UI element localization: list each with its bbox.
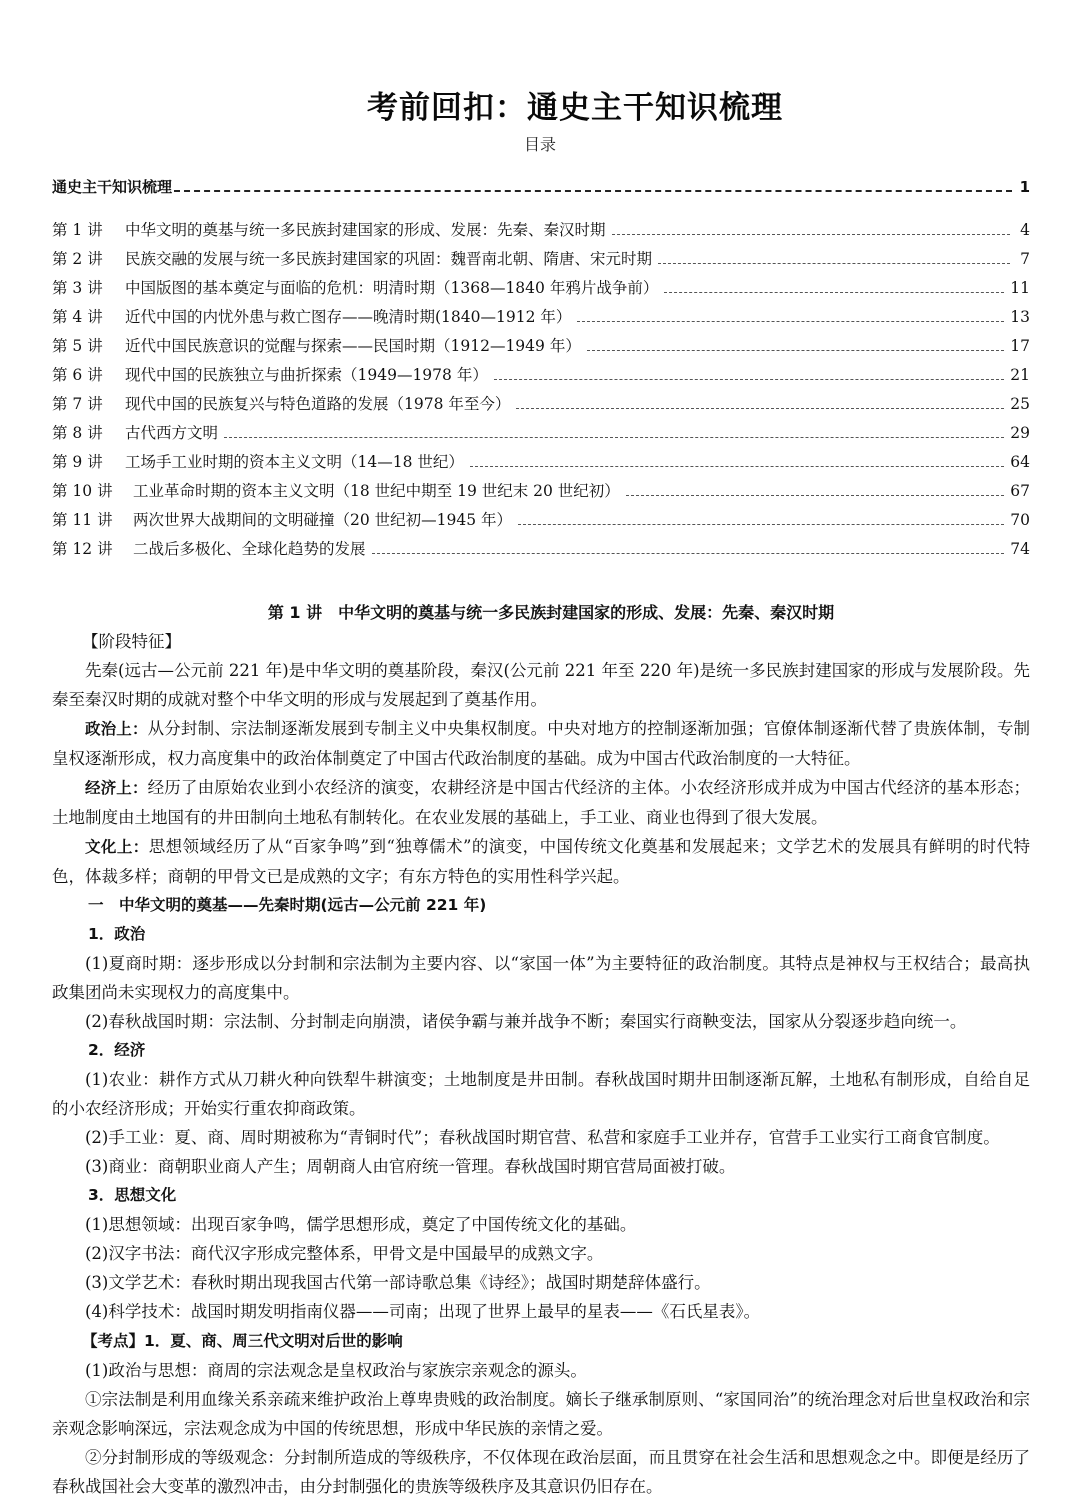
toc-leader <box>587 349 1004 351</box>
toc-entry[interactable] <box>52 537 1030 566</box>
toc-entry-title: 中华文明的奠基与统一多民族封建国家的形成、发展：先秦、秦汉时期 <box>125 221 606 239</box>
toc-leader <box>664 291 1004 293</box>
toc-page-number: 4 <box>1020 221 1030 239</box>
list-item: (2)汉字书法：商代汉字形成完整体系，甲骨文是中国最早的成熟文字。 <box>85 1244 604 1263</box>
toc-leader <box>658 262 1010 264</box>
toc-entry[interactable] <box>52 421 1030 450</box>
toc-leader <box>612 233 1010 235</box>
toc-page-number: 70 <box>1010 511 1030 529</box>
toc-entry-title: 二战后多极化、全球化趋势的发展 <box>133 540 366 558</box>
document-title: 考前回扣：通史主干知识梳理 <box>367 90 783 126</box>
table-of-contents <box>52 176 1030 566</box>
toc-leader <box>224 436 1004 438</box>
toc-entry[interactable] <box>52 334 1030 363</box>
toc-lecture-number: 第 10 讲 <box>52 482 113 500</box>
culture-text: 思想领域经历了从“百家争鸣”到“独尊儒术”的演变，中国传统文化奠基和发展起来；文学艺术的发展具有鲜明的时代特色，体裁多样；商朝的甲骨文已是成熟的文字；有东方特色的实用性科学兴起。 <box>52 837 1030 886</box>
toc-entry-title: 现代中国的民族独立与曲折探索（1949—1978 年） <box>125 366 488 384</box>
toc-lecture-number: 第 9 讲 <box>52 453 103 471</box>
toc-lecture-number: 第 8 讲 <box>52 424 103 442</box>
list-item: (4)科学技术：战国时期发明指南仪器——司南；出现了世界上最早的星表——《石氏星表》。 <box>85 1302 761 1321</box>
chapter-title: 第 1 讲 中华文明的奠基与统一多民族封建国家的形成、发展：先秦、秦汉时期 <box>267 603 835 622</box>
culture-label: 文化上： <box>85 838 149 856</box>
toc-entry[interactable] <box>52 508 1030 537</box>
toc-entry[interactable] <box>52 218 1030 247</box>
list-item: (1)政治与思想：商周的宗法观念是皇权政治与家族宗亲观念的源头。 <box>85 1361 587 1380</box>
toc-entry-main[interactable] <box>52 176 1030 218</box>
toc-entry-title: 古代西方文明 <box>125 424 219 442</box>
toc-page-number: 29 <box>1010 424 1030 442</box>
toc-entry-title: 现代中国的民族复兴与特色道路的发展（1978 年至今） <box>125 395 511 413</box>
toc-lecture-number: 第 2 讲 <box>52 250 103 268</box>
toc-page-number: 13 <box>1010 308 1030 326</box>
toc-lecture-number: 第 3 讲 <box>52 279 103 297</box>
politics-label: 政治上： <box>85 720 148 738</box>
subsection-heading-politics: 1．政治 <box>88 925 146 943</box>
list-item: ①宗法制是利用血缘关系亲疏来维护政治上尊卑贵贱的政治制度。嫡长子继承制原则、“家国同治”的统治理念对后世皇权政治和宗亲观念影响深远，宗法观念成为中国的传统思想，形成中华民族的亲情之爱。 <box>52 1390 1030 1438</box>
key-point-heading <box>52 1326 1030 1356</box>
toc-leader <box>577 320 1004 322</box>
toc-entry[interactable] <box>52 363 1030 392</box>
list-item: (3)商业：商朝职业商人产生；周朝商人由官府统一管理。春秋战国时期官营局面被打破。 <box>85 1157 736 1176</box>
toc-page-number: 7 <box>1020 250 1030 268</box>
toc-leader <box>518 523 1004 525</box>
toc-page-number: 25 <box>1010 395 1030 413</box>
politics-paragraph <box>52 714 1030 773</box>
subsection-heading-economy: 2．经济 <box>88 1041 146 1059</box>
economy-label: 经济上： <box>85 779 148 797</box>
toc-entry-title: 两次世界大战期间的文明碰撞（20 世纪初—1945 年） <box>133 511 513 529</box>
toc-page-number: 17 <box>1010 337 1030 355</box>
toc-leader <box>516 407 1004 409</box>
toc-heading: 目录 <box>523 135 556 154</box>
intro-paragraph: 先秦(远古—公元前 221 年)是中华文明的奠基阶段，秦汉(公元前 221 年至 220 年)是统一多民族封建国家的形成与发展阶段。先秦至秦汉时期的成就对整个中华文明的形成与发展起到了奠基作用。 <box>52 661 1030 709</box>
toc-leader <box>174 189 1012 192</box>
toc-entry-title: 中国版图的基本奠定与面临的危机：明清时期（1368—1840 年鸦片战争前） <box>125 279 659 297</box>
toc-leader <box>470 465 1004 467</box>
toc-lecture-number: 第 7 讲 <box>52 395 103 413</box>
toc-entry-title: 通史主干知识梳理 <box>52 178 173 196</box>
toc-leader <box>494 378 1004 380</box>
toc-entry[interactable] <box>52 247 1030 276</box>
toc-page-number: 21 <box>1010 366 1030 384</box>
toc-lecture-number: 第 12 讲 <box>52 540 113 558</box>
toc-lecture-number: 第 5 讲 <box>52 337 103 355</box>
toc-entry-title: 工场手工业时期的资本主义文明（14—18 世纪） <box>125 453 464 471</box>
toc-lecture-number: 第 4 讲 <box>52 308 103 326</box>
key-point-label: 【考点】 <box>82 1332 145 1350</box>
economy-paragraph <box>52 773 1030 832</box>
toc-entry-title: 工业革命时期的资本主义文明（18 世纪中期至 19 世纪末 20 世纪初） <box>133 482 620 500</box>
chapter-1-body <box>52 598 1030 1501</box>
toc-page-number: 1 <box>1019 178 1030 196</box>
subsection-heading-culture: 3．思想文化 <box>88 1186 177 1204</box>
toc-lecture-number: 第 1 讲 <box>52 221 103 239</box>
toc-lecture-number: 第 6 讲 <box>52 366 103 384</box>
toc-entry-title: 民族交融的发展与统一多民族封建国家的巩固：魏晋南北朝、隋唐、宋元时期 <box>125 250 653 268</box>
list-item: (2)春秋战国时期：宗法制、分封制走向崩溃，诸侯争霸与兼并战争不断；秦国实行商鞅变法，国家从分裂逐步趋向统一。 <box>85 1012 967 1031</box>
list-item: ②分封制形成的等级观念：分封制所造成的等级秩序，不仅体现在政治层面，而且贯穿在社会生活和思想观念之中。即便是经历了春秋战国社会大变革的激烈冲击，由分封制强化的贵族等级秩序及其意识仍旧存在。 <box>52 1448 1030 1496</box>
key-point-title: 1．夏、商、周三代文明对后世的影响 <box>144 1332 403 1350</box>
toc-entry[interactable] <box>52 392 1030 421</box>
stage-features-label: 【阶段特征】 <box>82 632 181 651</box>
toc-page-number: 11 <box>1010 279 1030 297</box>
toc-leader <box>372 552 1005 554</box>
section-heading: 一 中华文明的奠基——先秦时期(远古—公元前 221 年) <box>88 896 487 914</box>
toc-entry[interactable] <box>52 479 1030 508</box>
politics-text: 从分封制、宗法制逐渐发展到专制主义中央集权制度。中央对地方的控制逐渐加强；官僚体制逐渐代替了贵族体制，专制皇权逐渐形成，权力高度集中的政治体制奠定了中国古代政治制度的基础。成为中国古代政治制度的一大特征。 <box>52 719 1030 768</box>
toc-entry-title: 近代中国民族意识的觉醒与探索——民国时期（1912—1949 年） <box>125 337 581 355</box>
toc-page-number: 74 <box>1010 540 1030 558</box>
list-item: (3)文学艺术：春秋时期出现我国古代第一部诗歌总集《诗经》；战国时期楚辞体盛行。 <box>85 1273 711 1292</box>
toc-entry[interactable] <box>52 450 1030 479</box>
toc-leader <box>626 494 1004 496</box>
list-item: (1)农业：耕作方式从刀耕火种向铁犁牛耕演变；土地制度是井田制。春秋战国时期井田制逐渐瓦解，土地私有制形成，自给自足的小农经济形成；开始实行重农抑商政策。 <box>52 1070 1030 1118</box>
toc-entry-title: 近代中国的内忧外患与救亡图存——晚清时期(1840—1912 年） <box>125 308 572 326</box>
toc-lecture-number: 第 11 讲 <box>52 511 113 529</box>
economy-text: 经历了由原始农业到小农经济的演变，农耕经济是中国古代经济的主体。小农经济形成并成为中国古代经济的基本形态；土地制度由土地国有的井田制向土地私有制转化。在农业发展的基础上，手工业、商业也得到了很大发展。 <box>52 778 1030 827</box>
culture-paragraph <box>52 832 1030 891</box>
list-item: (2)手工业：夏、商、周时期被称为“青铜时代”；春秋战国时期官营、私营和家庭手工业并存，官营手工业实行工商食官制度。 <box>85 1128 1000 1147</box>
toc-entry[interactable] <box>52 305 1030 334</box>
list-item: (1)思想领域：出现百家争鸣，儒学思想形成，奠定了中国传统文化的基础。 <box>85 1215 637 1234</box>
toc-entry[interactable] <box>52 276 1030 305</box>
toc-page-number: 67 <box>1010 482 1030 500</box>
list-item: (1)夏商时期：逐步形成以分封制和宗法制为主要内容、以“家国一体”为主要特征的政治制度。其特点是神权与王权结合；最高执政集团尚未实现权力的高度集中。 <box>52 954 1030 1002</box>
toc-page-number: 64 <box>1010 453 1030 471</box>
